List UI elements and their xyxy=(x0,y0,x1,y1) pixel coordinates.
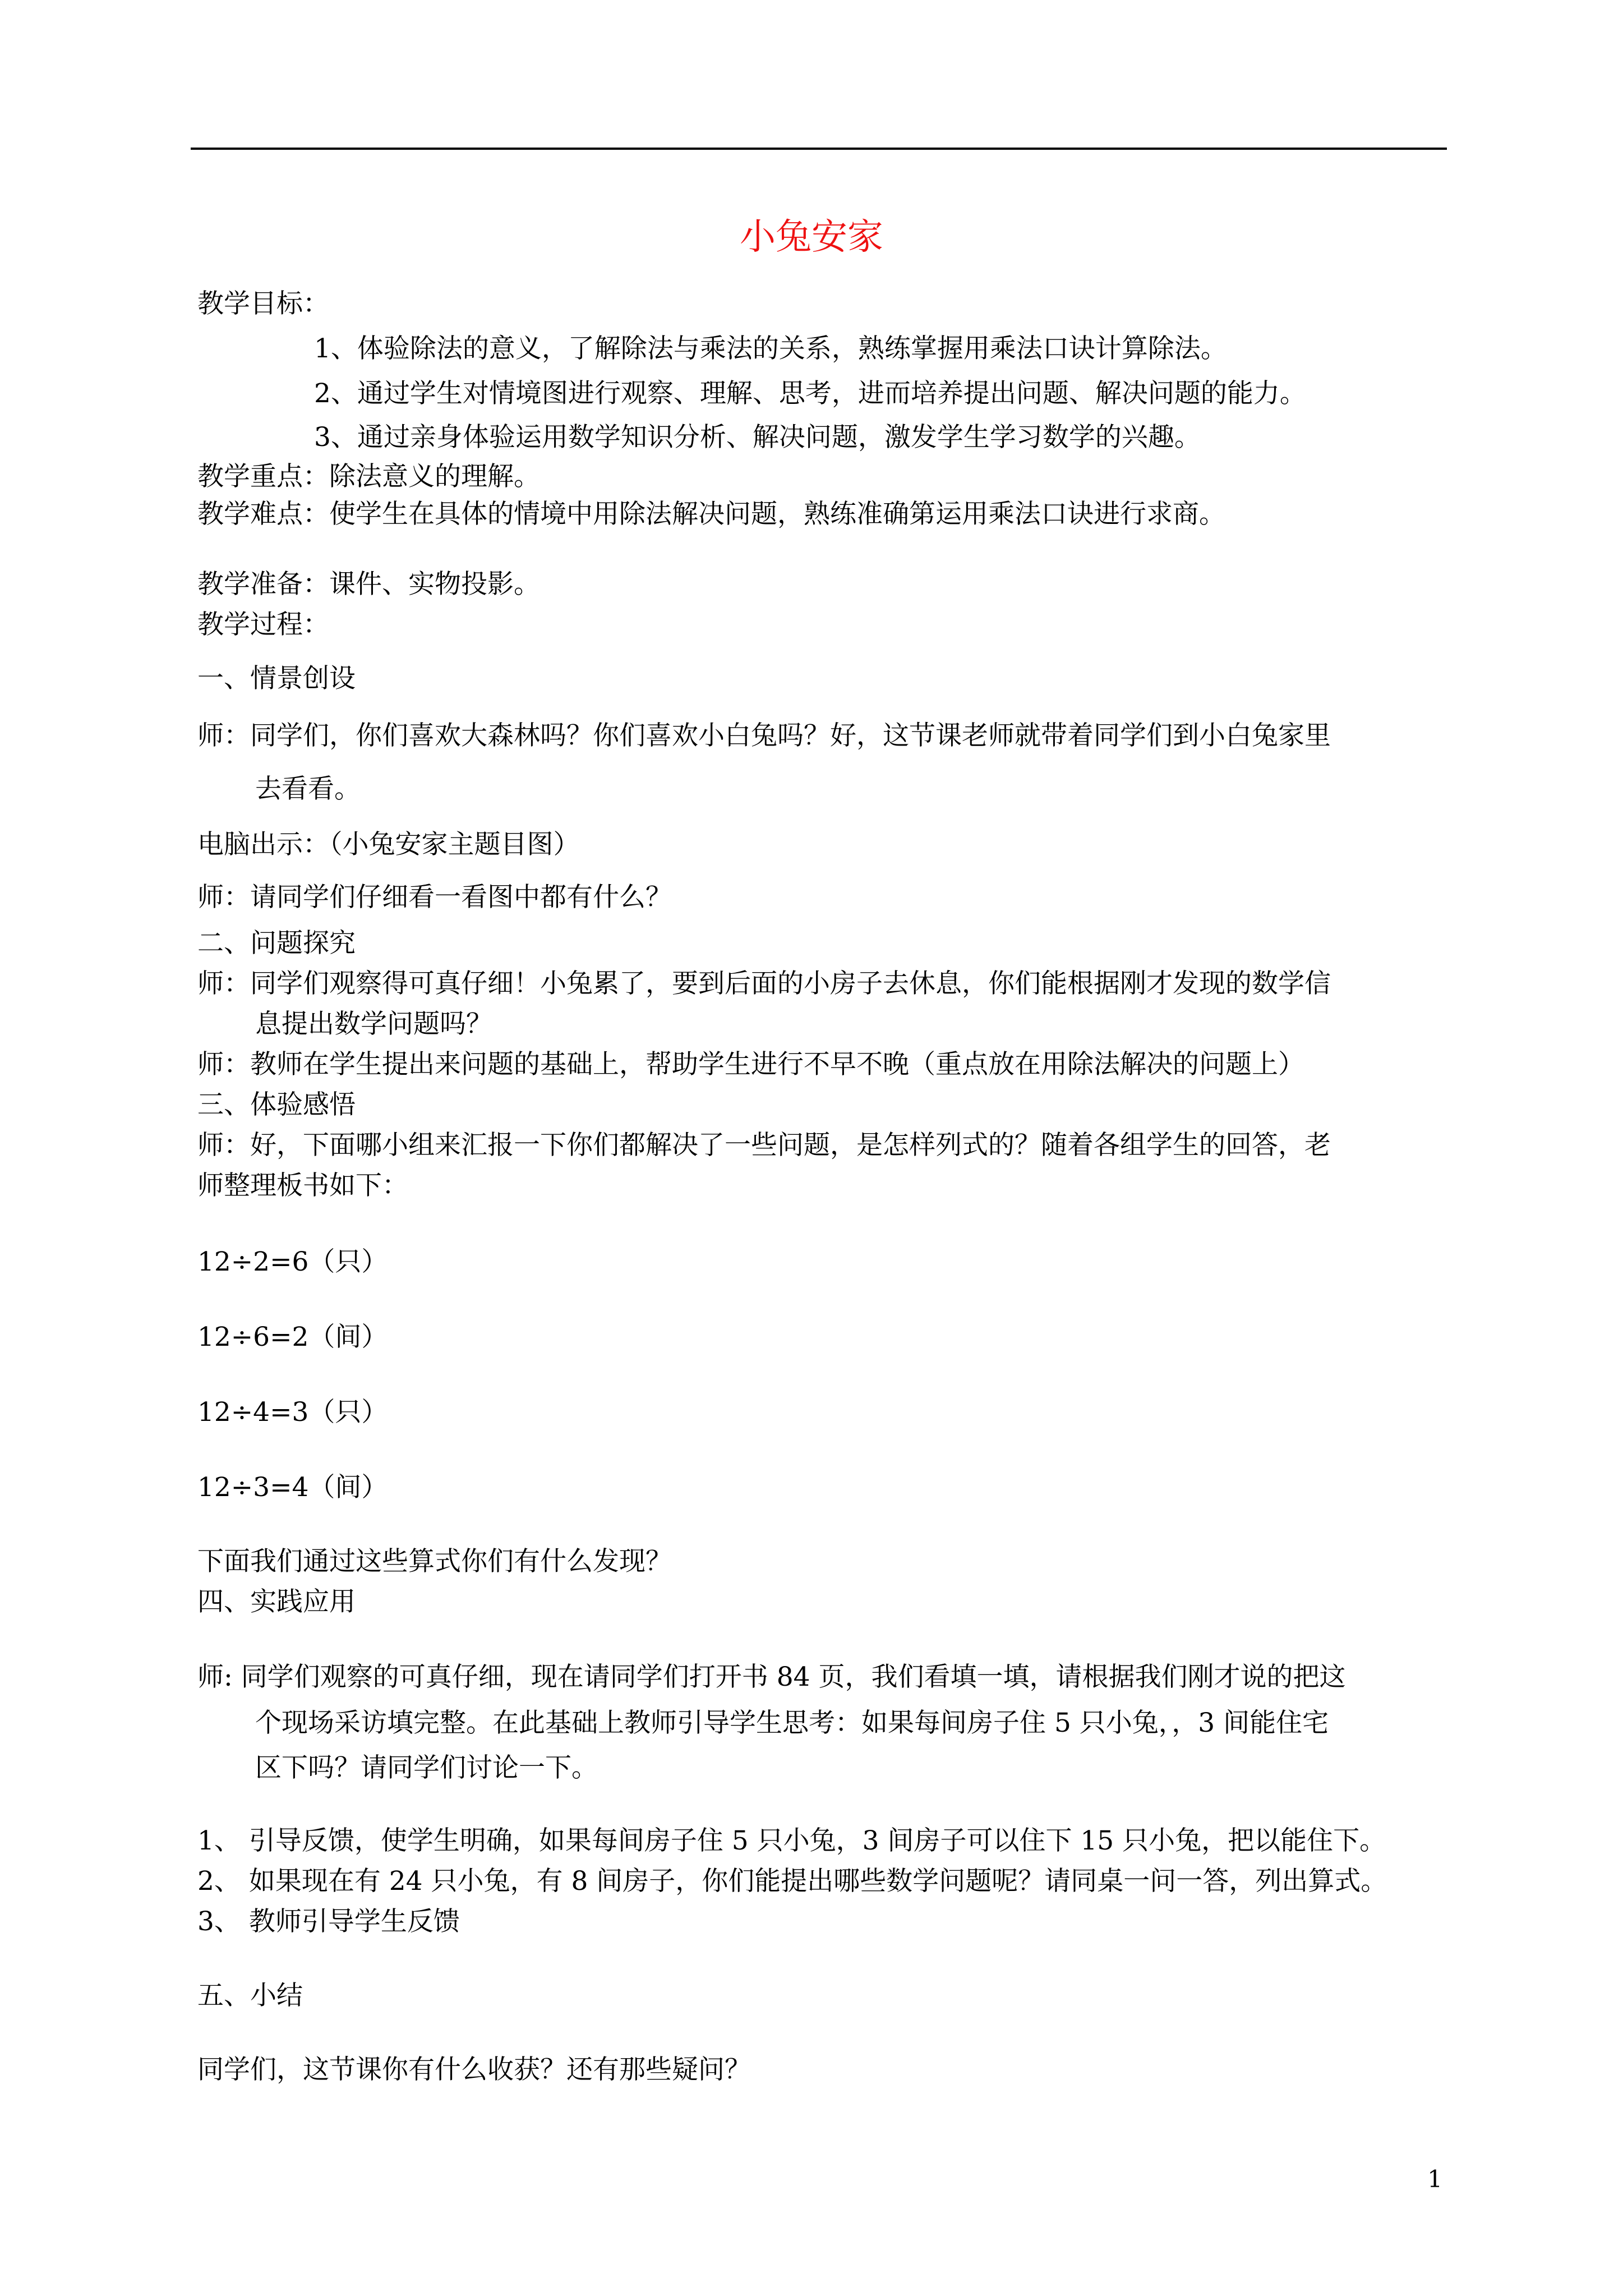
section-3-heading: 三、体验感悟 xyxy=(197,1089,356,1120)
section-1-computer-display: 电脑出示：（小兔安家主题目图） xyxy=(197,829,580,860)
objective-1: 1、体验除法的意义，了解除法与乘法的关系，熟练掌握用乘法口诀计算除法。 xyxy=(314,333,1227,364)
objectives-heading: 教学目标： xyxy=(197,288,329,319)
section-2-heading: 二、问题探究 xyxy=(197,928,356,959)
section-4-teacher-line-2: 个现场采访填完整。在此基础上教师引导学生思考：如果每间房子住 5 只小兔，，3 间能住宅 xyxy=(255,1708,1329,1738)
document-title: 小兔安家 xyxy=(740,217,883,258)
section-5-text: 同学们，这节课你有什么收获？还有那些疑问？ xyxy=(197,2054,751,2085)
section-1-teacher-line-1: 师：同学们，你们喜欢大森林吗？你们喜欢小白兔吗？好，这节课老师就带着同学们到小白兔家里 xyxy=(197,720,1331,751)
section-5-heading: 五、小结 xyxy=(197,1980,303,2011)
objective-2: 2、通过学生对情境图进行观察、理解、思考，进而培养提出问题、解决问题的能力。 xyxy=(314,378,1306,409)
section-3-teacher-line-1: 师：好，下面哪小组来汇报一下你们都解决了一些问题，是怎样列式的？随着各组学生的回答，老 xyxy=(197,1130,1331,1161)
equation: 12÷4=3（只） xyxy=(197,1397,388,1428)
equation: 12÷2=6（只） xyxy=(197,1246,388,1277)
section-2-teacher-line-2: 息提出数学问题吗？ xyxy=(255,1009,492,1039)
section-1-teacher-line-2: 去看看。 xyxy=(255,774,361,804)
section-4-heading: 四、实践应用 xyxy=(197,1586,356,1617)
section-4-item: 1、 引导反馈，使学生明确，如果每间房子住 5 只小兔，3 间房子可以住下 15 只小兔，把以能住下。 xyxy=(197,1825,1386,1856)
section-4-teacher-line-1: 师: 同学们观察的可真仔细，现在请同学们打开书 84 页，我们看填一填，请根据我们刚才说的把这 xyxy=(197,1662,1346,1692)
section-2-teacher-line-3: 师：教师在学生提出来问题的基础上，帮助学生进行不早不晚（重点放在用除法解决的问题上） xyxy=(197,1049,1304,1080)
section-4-item: 2、 如果现在有 24 只小兔，有 8 间房子，你们能提出哪些数学问题呢？请同桌一问一答，列出算式。 xyxy=(197,1866,1387,1897)
preparation: 教学准备：课件、实物投影。 xyxy=(197,569,540,600)
section-4-item: 3、 教师引导学生反馈 xyxy=(197,1906,460,1937)
page-number: 1 xyxy=(1427,2165,1442,2193)
header-rule xyxy=(191,148,1447,150)
section-3-question: 下面我们通过这些算式你们有什么发现？ xyxy=(197,1546,672,1577)
key-point: 教学重点：除法意义的理解。 xyxy=(197,461,540,492)
equation: 12÷6=2（间） xyxy=(197,1322,388,1352)
section-4-teacher-line-3: 区下吗？请同学们讨论一下。 xyxy=(255,1752,598,1783)
section-1-heading: 一、情景创设 xyxy=(197,663,356,694)
process-heading: 教学过程： xyxy=(197,609,329,640)
equation: 12÷3=4（间） xyxy=(197,1472,388,1503)
objective-3: 3、通过亲身体验运用数学知识分析、解决问题，激发学生学习数学的兴趣。 xyxy=(314,422,1201,453)
section-3-teacher-line-2: 师整理板书如下： xyxy=(197,1170,408,1201)
section-1-teacher-question: 师：请同学们仔细看一看图中都有什么？ xyxy=(197,882,672,913)
difficulty: 教学难点：使学生在具体的情境中用除法解决问题，熟练准确第运用乘法口诀进行求商。 xyxy=(197,499,1225,530)
section-2-teacher-line-1: 师：同学们观察得可真仔细！小兔累了，要到后面的小房子去休息，你们能根据刚才发现的数学信 xyxy=(197,968,1331,999)
